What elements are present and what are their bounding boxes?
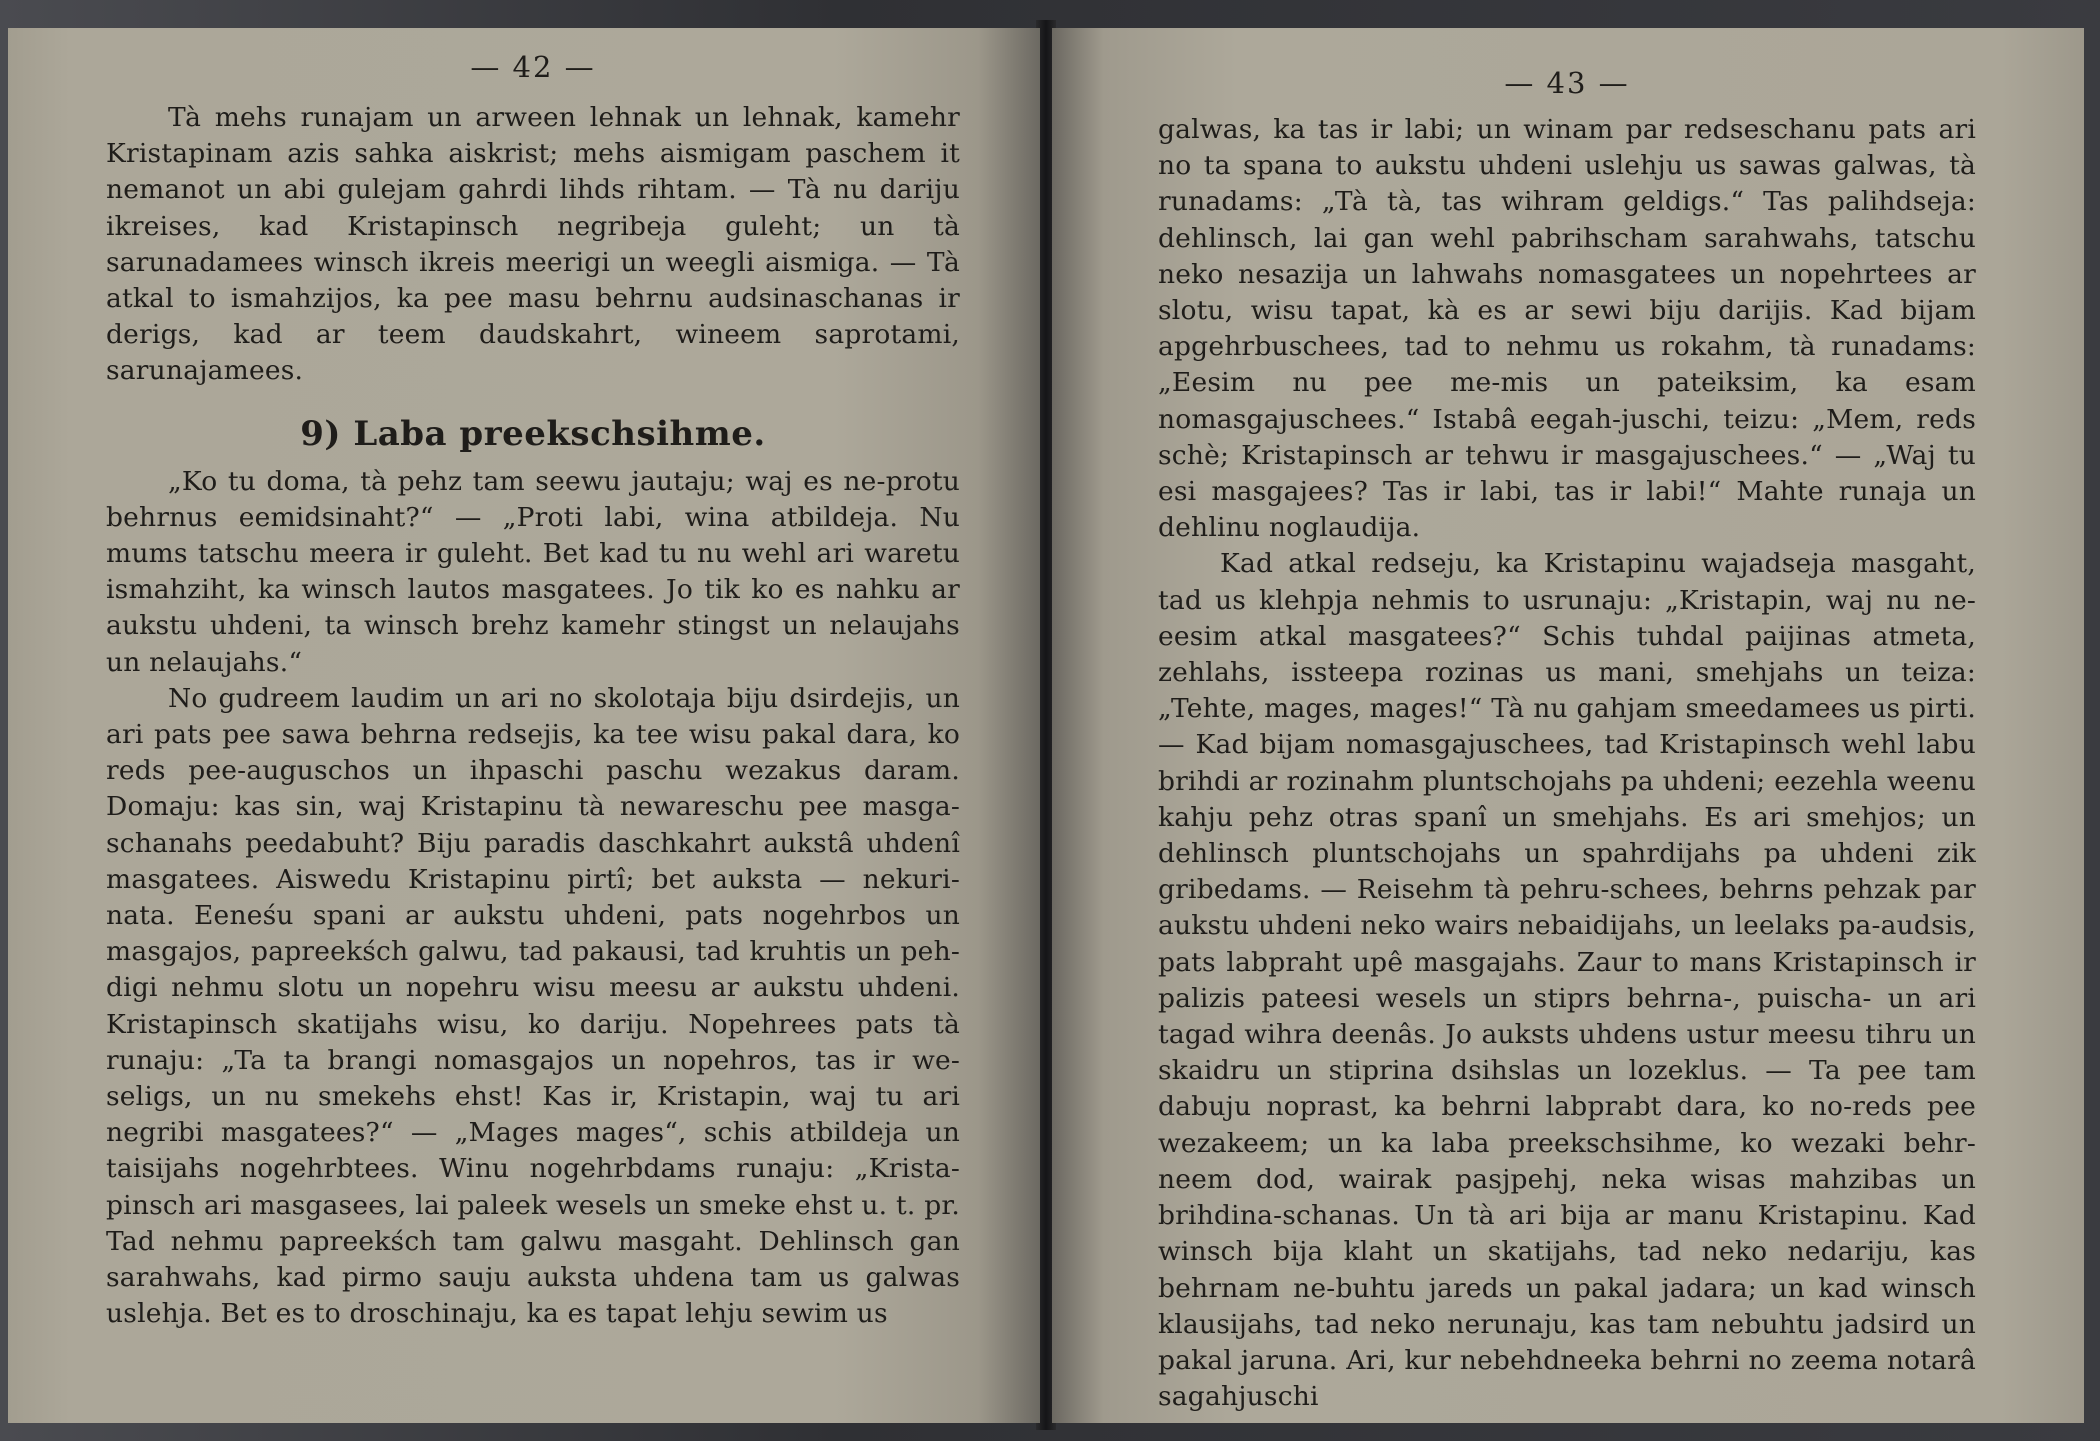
paragraph: Kad atkal redseju, ka Kristapinu wajadseja masgaht, tad us klehpja nehmis to usrunaju: „Kristapin, waj nu ne-eesim atkal masgatees?“ Schis tuhdal paijinas atmeta, zehlahs, issteepa rozinas us mani, smehjahs un teiza: „Tehte, mages, mages!“ Tà nu gahjam smeedamees us pirti. — Kad bijam nomasgajuschees, tad Kristapinsch wehl labu brihdi ar rozinahm pluntschojahs pa uhdeni; eezehla weenu kahju pehz otras spanî un smehjahs. Es ari smehjos; un dehlinsch pluntschojahs un spahrdijahs pa uhdeni zik gribedams. — Reisehm tà pehru-schees, behrns pehzak par aukstu uhdeni neko wairs nebaidijahs, un leelaks pa-audsis, pats labpraht upê masgajahs. Zaur to mans Kristapinsch ir palizis pateesi wesels un stiprs behrna-, puischa- un ari tagad wihra deenâs. Jo auksts uhdens ustur meesu tihru un skaidru un stiprina dsihslas un lozeklus. — Ta pee tam dabuju noprast, ka behrni labprabt dara, ko no-reds pee wezakeem; un ka laba preekschsihme, ko wezaki behr-neem dod, wairak pasjpehj, neka wisas mahzibas un brihdina-schanas. Un tà ari bija ar manu Kristapinu. Kad winsch bija klaht un skatijahs, tad neko nedariju, kas behrnam ne-buhtu jareds un pakal jadara; un kad winsch klausijahs, tad neko nerunaju, kas tam nebuhtu jadsird un pakal jaruna. Ari, kur nebehdneeka behrni no zeema notarâ sagahjuschi xyxy=(1158,548,1976,1413)
paragraph: No gudreem laudim un ari no skolotaja biju dsirdejis, un ari pats pee sawa behrna redsejis, ka tee wisu pakal dara, ko reds pee-auguschos un ihpaschi paschu wezakus daram. Domaju: kas sin, waj Kristapinu tà newareschu pee masga-schanahs peedabuht? Biju paradis daschkahrt aukstâ uhdenî masgatees. Aiswedu Kristapinu pirtî; bet auksta — nekuri-nata. Eeneśu spani ar aukstu uhdeni, pats nogehrbos un masgajos, papreekśch galwu, tad pakausi, tad kruhtis un peh-digi nehmu slotu un nopehru wisu meesu ar aukstu uhdeni. Kristapinsch skatijahs wisu, ko dariju. Nopehrees pats tà runaju: „Ta ta brangi nomasgajos un nopehros, tas ir we-seligs, un nu smekehs ehst! Kas ir, Kristapin, waj tu ari negribi masgatees?“ — „Mages mages“, schis atbildeja un taisijahs nogehrbtees. Winu nogehrbdams runaju: „Krista-pinsch ari masgasees, lai paleek wesels un smeke ehst u. t. pr. Tad nehmu papreekśch tam galwu masgaht. Dehlinsch gan sarahwahs, kad pirmo sauju auksta uhdena tam us galwas uslehja. Bet es to droschinaju, ka es tapat lehju sewim us xyxy=(106,682,960,1330)
section-heading: 9) Laba preekschsihme. xyxy=(300,413,766,454)
right-page xyxy=(1052,28,2084,1423)
page-number-left: — 42 — xyxy=(470,50,596,84)
paragraph: Tà mehs runajam un arween lehnak un lehnak, kamehr Kristapinam azis sahka aiskrist; mehs aismigam paschem it nemanot un abi gulejam gahrdi lihds rihtam. — Tà nu dariju ikreises, kad Kristapinsch negribeja guleht; un tà sarunadamees winsch ikreis meerigi un weegli aismiga. — Tà atkal to ismahzijos, ka pee masu behrnu audsinaschanas ir derigs, kad ar teem daudskahrt, wineem saprotami, sarunajamees. xyxy=(106,102,960,387)
paragraph: galwas, ka tas ir labi; un winam par redseschanu pats ari no ta spana to aukstu uhdeni uslehju us sawas galwas, tà runadams: „Tà tà, tas wihram geldigs.“ Tas palihdseja: dehlinsch, lai gan wehl pabrihscham sarahwahs, tatschu neko nesazija un lahwahs nomasgatees un nopehrtees ar slotu, wisu tapat, kà es ar sewi biju darijis. Kad bijam apgehrbuschees, tad to nehmu us rokahm, tà runadams: „Eesim nu pee me-mis un pateiksim, ka esam nomasgajuschees.“ Istabâ eegah-juschi, teizu: „Mem, reds schè; Kristapinsch ar tehwu ir masgajuschees.“ — „Waj tu esi masgajees? Tas ir labi, tas ir labi!“ Mahte runaja un dehlinu noglaudija. xyxy=(1158,114,1976,544)
paragraph: „Ko tu doma, tà pehz tam seewu jautaju; waj es ne-protu behrnus eemidsinaht?“ — „Proti labi, wina atbildeja. Nu mums tatschu meera ir guleht. Bet kad tu nu wehl ari waretu ismahziht, ka winsch lautos masgatees. Jo tik ko es nahku ar aukstu uhdeni, ta winsch brehz kamehr stingst un nelaujahs un nelaujahs.“ xyxy=(106,465,960,678)
page-number-right: — 43 — xyxy=(1504,66,1630,100)
left-page xyxy=(8,28,1040,1423)
